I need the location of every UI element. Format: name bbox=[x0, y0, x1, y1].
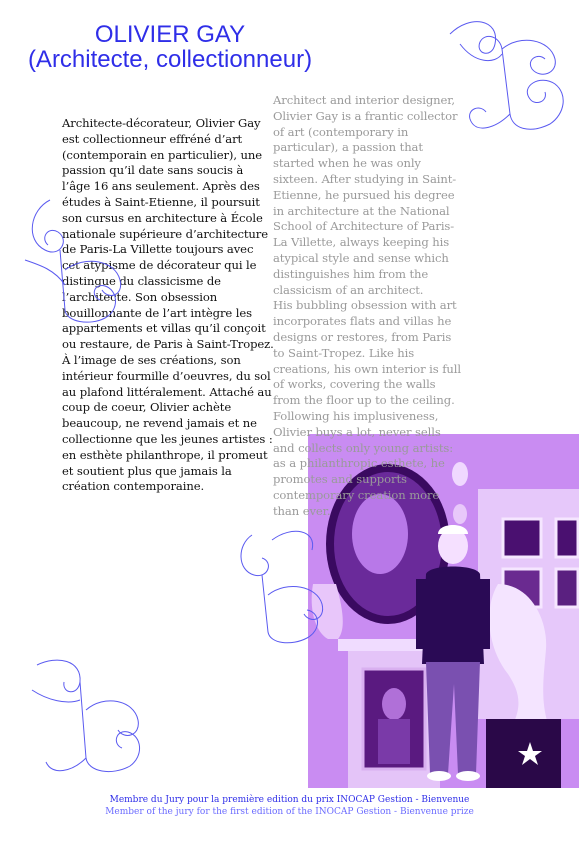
french-paragraph: À l’image de ses créations, son intérieur fourmille d’oeuvres, du sol au plafond littéralement. Attaché au coup de coeur, Olivier achète beaucoup, ne revend jamais et ne collectionne que les jeunes artistes : en esthète philanthrope, il promeut et soutient plus que jamais la création contemporaine. bbox=[62, 352, 273, 494]
person-role: (Architecte, collectionneur) bbox=[27, 46, 313, 73]
english-paragraph: Architect and interior designer, Olivier Gay is a frantic collector of art (contemporary in particular), a passion that started when he was only sixteen. After studying in Saint-Etienne, he pursued his degree in architecture at the National School of Architecture of Paris-La Villette, always keeping his atypical style and sense which distinguishes him from the classicism of an architect. bbox=[273, 93, 458, 297]
footer-jury-french: Membre du Jury pour la première edition du prix INOCAP Gestion - Bienvenue bbox=[109, 795, 470, 805]
french-biography bbox=[62, 116, 274, 495]
footer-jury-english: Member of the jury for the first edition of the INOCAP Gestion - Bienvenue prize bbox=[105, 807, 474, 817]
ornament-glyph-icon bbox=[22, 650, 152, 790]
english-biography bbox=[273, 93, 465, 520]
person-name: OLIVIER GAY bbox=[94, 21, 246, 48]
french-paragraph: Architecte-décorateur, Olivier Gay est collectionneur effréné d’art (contemporain en particulier), une passion qu’il date sans soucis à l’âge 16 ans seulement. Après des études à Saint-Etienne, il poursuit son cursus en architecture à École nationale supérieure d’architecture de Paris-La Villette toujours avec cet atypisme de décorateur qui le distingue du classicisme de l’architecte. Son obsession bouillonnante de l’art intègre les appartements et villas qu’il conçoit ou restaure, de Paris à Saint-Tropez. bbox=[62, 116, 274, 352]
english-paragraph: His bubbling obsession with art incorporates flats and villas he designs or restores, from Paris to Saint-Tropez. Like his creations, his own interior is full of works, covering the walls from the floor up to the ceiling. Following his implusiveness, Olivier buys a lot, never sells and collects only young artists: as a philanthropic esthete, he promotes and supports contemporary creation more than ever. bbox=[273, 298, 461, 518]
page-title bbox=[0, 22, 340, 72]
